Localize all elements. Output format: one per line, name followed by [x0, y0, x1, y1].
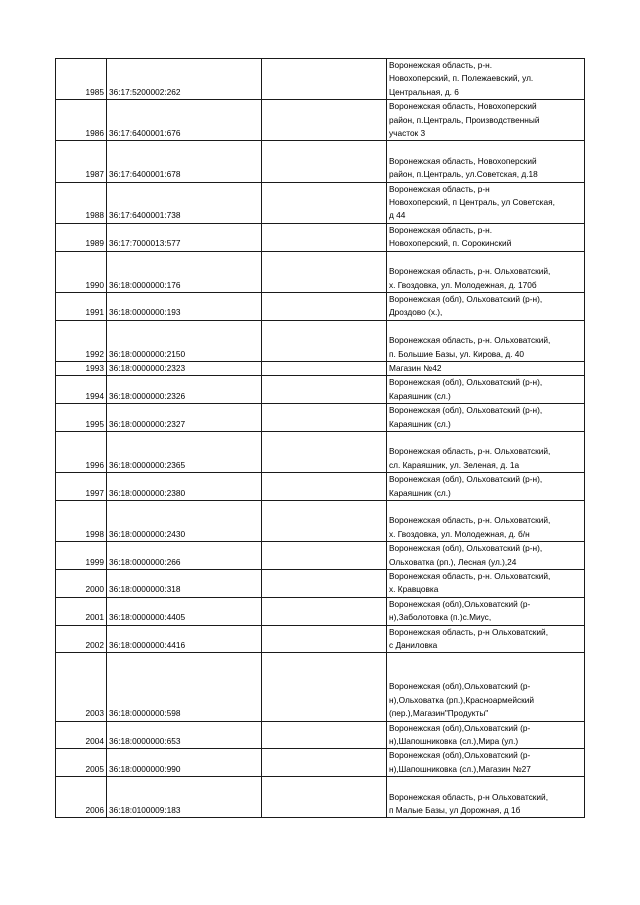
- cadastral-number: 36:18:0000000:4405: [107, 597, 262, 625]
- row-number: 1998: [56, 501, 107, 542]
- address-line: н),Шапошниковка (сл.),Магазин №27: [389, 763, 531, 774]
- address-line: [389, 501, 582, 514]
- address-line: Воронежская область, р-н. Ольховатский,: [389, 515, 551, 526]
- address-line: [389, 667, 582, 680]
- address-line: Воронежская область, р-н. Ольховатский,: [389, 571, 551, 582]
- empty-cell: [262, 361, 387, 375]
- empty-cell: [262, 376, 387, 404]
- row-number: 1995: [56, 404, 107, 432]
- cadastral-number: 36:18:0000000:2430: [107, 501, 262, 542]
- address-line: Воронежская (обл),Ольховатский (р-: [389, 750, 531, 761]
- empty-cell: [262, 653, 387, 721]
- empty-cell: [262, 59, 387, 100]
- address-line: Воронежская область, Новохоперский: [389, 101, 537, 112]
- address-line: участок 3: [389, 128, 426, 139]
- row-number: 2000: [56, 570, 107, 598]
- row-number: 1997: [56, 473, 107, 501]
- table-row: [56, 597, 585, 625]
- table-row: [56, 182, 585, 223]
- table-row: [56, 653, 585, 721]
- address-cell: [387, 542, 585, 570]
- row-number: 1988: [56, 182, 107, 223]
- address-line: с Даниловка: [389, 640, 438, 651]
- table-row: [56, 501, 585, 542]
- address-cell: [387, 777, 585, 818]
- cadastral-number: 36:18:0000000:2380: [107, 473, 262, 501]
- address-line: х. Кравцовка: [389, 584, 439, 595]
- address-line: Воронежская область, р-н.: [389, 224, 492, 235]
- table-row: [56, 223, 585, 251]
- row-number: 1990: [56, 251, 107, 292]
- table-row: [56, 625, 585, 653]
- table-row: [56, 777, 585, 818]
- table-row: [56, 59, 585, 100]
- address-line: Караяшник (сл.): [389, 418, 451, 429]
- address-line: х. Гвоздовка, ул. Молодежная, д. б/н: [389, 528, 530, 539]
- address-line: Воронежская область, р-н. Ольховатский,: [389, 335, 551, 346]
- register-table-body: [56, 59, 585, 818]
- table-row: [56, 542, 585, 570]
- address-line: Воронежская (обл), Ольховатский (р-н),: [389, 377, 543, 388]
- address-cell: [387, 597, 585, 625]
- address-line: [389, 141, 582, 154]
- cadastral-number: 36:18:0000000:653: [107, 721, 262, 749]
- address-line: х. Гвоздовка, ул. Молодежная, д. 170б: [389, 279, 537, 290]
- address-cell: [387, 100, 585, 141]
- row-number: 1992: [56, 320, 107, 361]
- table-row: [56, 251, 585, 292]
- empty-cell: [262, 223, 387, 251]
- row-number: 2004: [56, 721, 107, 749]
- address-line: Воронежская область, р-н. Ольховатский,: [389, 446, 551, 457]
- cadastral-number: 36:18:0100009:183: [107, 777, 262, 818]
- address-cell: [387, 320, 585, 361]
- address-cell: [387, 182, 585, 223]
- empty-cell: [262, 251, 387, 292]
- address-cell: [387, 721, 585, 749]
- empty-cell: [262, 749, 387, 777]
- cadastral-number: 36:17:7000013:577: [107, 223, 262, 251]
- address-line: п. Большие Базы, ул. Кирова, д. 40: [389, 348, 525, 359]
- address-line: Ольховатка (рп.), Лесная (ул.),24: [389, 556, 517, 567]
- address-line: Караяшник (сл.): [389, 390, 451, 401]
- address-cell: [387, 223, 585, 251]
- empty-cell: [262, 625, 387, 653]
- address-line: Воронежская (обл),Ольховатский (р-: [389, 681, 531, 692]
- address-line: [389, 321, 582, 334]
- table-row: [56, 141, 585, 182]
- row-number: 2006: [56, 777, 107, 818]
- address-cell: [387, 501, 585, 542]
- empty-cell: [262, 292, 387, 320]
- cadastral-number: 36:18:0000000:598: [107, 653, 262, 721]
- address-line: Воронежская область, р-н.: [389, 60, 492, 70]
- address-cell: [387, 59, 585, 100]
- address-line: Воронежская область, Новохоперский: [389, 155, 537, 166]
- address-cell: [387, 141, 585, 182]
- empty-cell: [262, 182, 387, 223]
- cadastral-number: 36:18:0000000:318: [107, 570, 262, 598]
- row-number: 2005: [56, 749, 107, 777]
- address-line: н),Шапошниковка (сл.),Мира (ул.): [389, 735, 519, 746]
- address-line: Воронежская область, р-н Ольховатский,: [389, 626, 548, 637]
- address-line: н),Ольховатка (рп.),Красноармейский: [389, 694, 535, 705]
- row-number: 1989: [56, 223, 107, 251]
- address-line: Центральная, д. 6: [389, 86, 459, 97]
- address-cell: [387, 653, 585, 721]
- address-line: Воронежская (обл), Ольховатский (р-н),: [389, 543, 543, 554]
- address-cell: [387, 376, 585, 404]
- address-line: Воронежская (обл),Ольховатский (р-: [389, 722, 531, 733]
- address-cell: [387, 251, 585, 292]
- address-line: п Малые Базы, ул Дорожная, д 1б: [389, 804, 521, 815]
- cadastral-number: 36:17:5200002:262: [107, 59, 262, 100]
- empty-cell: [262, 542, 387, 570]
- row-number: 2001: [56, 597, 107, 625]
- address-line: Магазин №42: [389, 362, 442, 373]
- table-row: [56, 721, 585, 749]
- row-number: 1987: [56, 141, 107, 182]
- table-row: [56, 431, 585, 472]
- row-number: 1999: [56, 542, 107, 570]
- row-number: 2002: [56, 625, 107, 653]
- address-line: Воронежская область, р-н Ольховатский,: [389, 791, 548, 802]
- address-line: Караяшник (сл.): [389, 487, 451, 498]
- row-number: 1986: [56, 100, 107, 141]
- address-line: [389, 432, 582, 445]
- cadastral-number: 36:18:0000000:193: [107, 292, 262, 320]
- cadastral-number: 36:18:0000000:266: [107, 542, 262, 570]
- address-line: Воронежская (обл), Ольховатский (р-н),: [389, 474, 543, 485]
- register-table: [55, 58, 585, 818]
- address-line: Новохоперский, п. Полежаевский, ул.: [389, 73, 534, 84]
- cadastral-number: 36:18:0000000:2150: [107, 320, 262, 361]
- address-line: Новохоперский, п. Сорокинский: [389, 238, 512, 249]
- address-line: район, п.Централь, ул.Советская, д.18: [389, 169, 538, 180]
- empty-cell: [262, 431, 387, 472]
- address-cell: [387, 625, 585, 653]
- table-row: [56, 320, 585, 361]
- address-line: [389, 252, 582, 265]
- cadastral-number: 36:18:0000000:2323: [107, 361, 262, 375]
- cadastral-number: 36:17:6400001:738: [107, 182, 262, 223]
- table-row: [56, 361, 585, 375]
- row-number: 1991: [56, 292, 107, 320]
- table-row: [56, 570, 585, 598]
- address-cell: [387, 361, 585, 375]
- address-line: д 44: [389, 210, 406, 221]
- address-cell: [387, 570, 585, 598]
- address-line: [389, 653, 582, 666]
- address-line: (пер.),Магазин"Продукты": [389, 708, 489, 719]
- row-number: 2003: [56, 653, 107, 721]
- address-line: [389, 777, 582, 790]
- address-line: Воронежская (обл),Ольховатский (р-: [389, 598, 531, 609]
- table-row: [56, 292, 585, 320]
- address-cell: [387, 431, 585, 472]
- empty-cell: [262, 320, 387, 361]
- row-number: 1985: [56, 59, 107, 100]
- address-cell: [387, 404, 585, 432]
- empty-cell: [262, 721, 387, 749]
- cadastral-number: 36:18:0000000:990: [107, 749, 262, 777]
- empty-cell: [262, 100, 387, 141]
- cadastral-number: 36:17:6400001:676: [107, 100, 262, 141]
- empty-cell: [262, 777, 387, 818]
- cadastral-number: 36:18:0000000:2327: [107, 404, 262, 432]
- empty-cell: [262, 501, 387, 542]
- address-line: Воронежская область, р-н. Ольховатский,: [389, 266, 551, 277]
- address-line: район, п.Централь, Производственный: [389, 114, 540, 125]
- empty-cell: [262, 570, 387, 598]
- row-number: 1993: [56, 361, 107, 375]
- address-cell: [387, 749, 585, 777]
- empty-cell: [262, 473, 387, 501]
- cadastral-number: 36:18:0000000:176: [107, 251, 262, 292]
- empty-cell: [262, 404, 387, 432]
- address-cell: [387, 292, 585, 320]
- address-line: Воронежская (обл), Ольховатский (р-н),: [389, 293, 543, 304]
- table-row: [56, 473, 585, 501]
- address-line: Новохоперский, п Централь, ул Советская,: [389, 197, 555, 208]
- empty-cell: [262, 141, 387, 182]
- cadastral-number: 36:18:0000000:2365: [107, 431, 262, 472]
- address-line: Воронежская (обл), Ольховатский (р-н),: [389, 405, 543, 416]
- table-row: [56, 404, 585, 432]
- table-row: [56, 749, 585, 777]
- address-cell: [387, 473, 585, 501]
- table-row: [56, 376, 585, 404]
- cadastral-number: 36:18:0000000:2326: [107, 376, 262, 404]
- address-line: Воронежская область, р-н: [389, 183, 490, 194]
- address-line: сл. Караяшник, ул. Зеленая, д. 1а: [389, 459, 520, 470]
- row-number: 1994: [56, 376, 107, 404]
- address-line: н),Заболотовка (п.)с.Миус,: [389, 612, 492, 623]
- table-row: [56, 100, 585, 141]
- empty-cell: [262, 597, 387, 625]
- cadastral-number: 36:18:0000000:4416: [107, 625, 262, 653]
- address-line: Дроздово (х.),: [389, 307, 443, 318]
- row-number: 1996: [56, 431, 107, 472]
- cadastral-number: 36:17:6400001:678: [107, 141, 262, 182]
